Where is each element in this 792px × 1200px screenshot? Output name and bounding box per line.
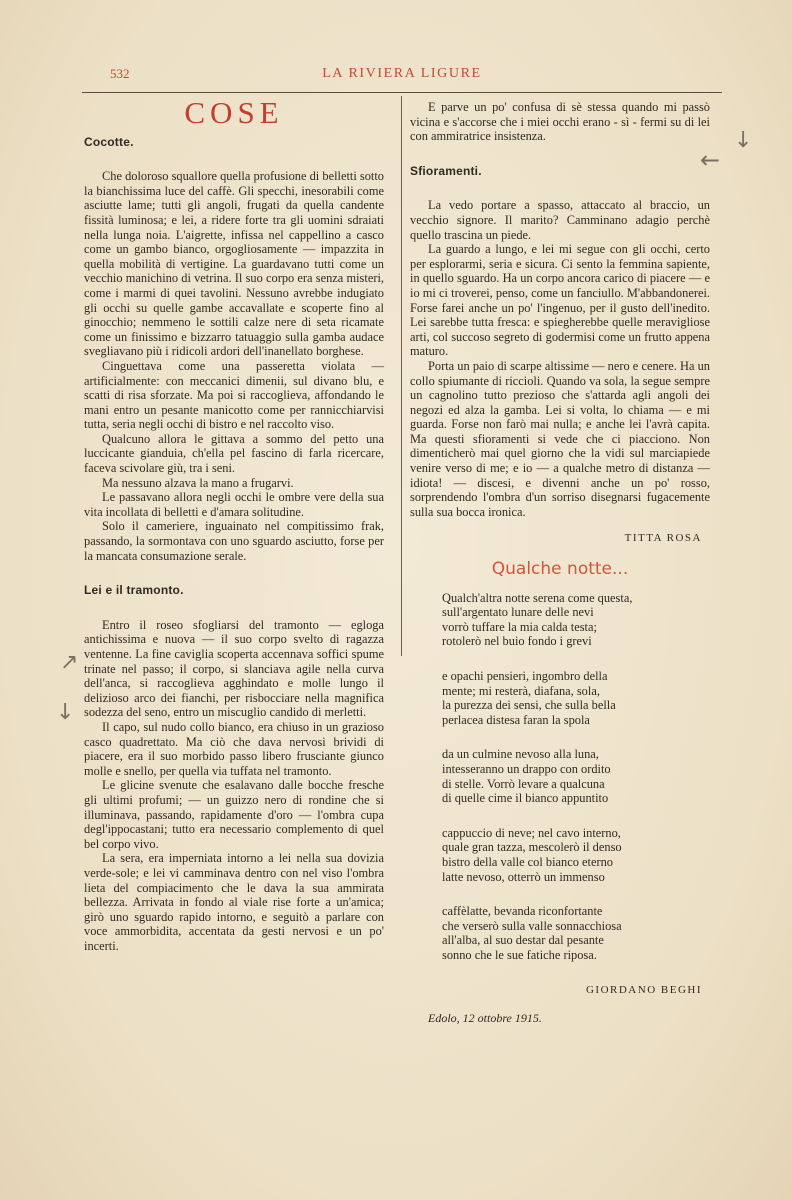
paragraph: Ma nessuno alzava la mano a frugarvi. [102, 475, 294, 490]
article-heading-cocotte: Cocotte. [84, 134, 134, 149]
paragraph: Cinguettava come una passeretta violata — artificialmente: con meccanici dimenii, sul divano blu, e scatti di risa sforzate. Ma poi si raccoglieva, affondando le mani entro un pesante manicotto come per rannicchiarvisi tutta, seria negli occhi di bistro e nel raccolto viso. [84, 358, 384, 432]
poem-line: intesseranno un drappo con ordito [442, 761, 611, 776]
header-rule [82, 92, 722, 93]
dateline: Edolo, 12 ottobre 1915. [428, 1011, 542, 1026]
paragraph: Le passavano allora negli occhi le ombre vere della sua vita incollata di belletti e d'amara solitudine. [84, 490, 384, 519]
article-heading-tramonto: Lei e il tramonto. [84, 583, 184, 598]
poem-line: sonno che le sue fatiche riposa. [442, 947, 597, 962]
poem-line: la purezza dei sensi, che sulla bella [442, 698, 616, 713]
poem-line: sull'argentato lunare delle nevi [442, 605, 594, 620]
poem-line: quale gran tazza, mescolerò il denso [442, 840, 622, 855]
down-tick-mark: ↓ [56, 700, 75, 725]
paragraph: Qualcuno allora le gittava a sommo del petto una luccicante gianduia, ch'ella pel fascino di farla ricercare, faceva scivolare giù, tra i seni. [84, 431, 384, 476]
poem-stanza [442, 826, 710, 884]
continuation-paragraph: E parve un po' confusa di sè stessa quando mi passò vicina e s'accorse che i miei occhi erano - sì - fermi su di lei con ammiratrice insistenza. [410, 100, 710, 144]
poem-line: di stelle. Vorrò levare a qualcuna [442, 776, 605, 791]
paragraph: Il capo, sul nudo collo bianco, era chiuso in un grazioso casco quadrettato. Ma ciò che dava nervosi brividi di piacere, era il suo morbido passo libero frusciante giunco molle e snello, per quella via tuffata nel tramonto. [84, 719, 384, 778]
poem-line: rotolerò nel buio fondo i grevi [442, 634, 592, 649]
page-number: 532 [110, 66, 130, 81]
paragraph: La vedo portare a spasso, attaccato al braccio, un vecchio signore. Il marito? Camminano adagio perchè quello trascina un piede. [410, 198, 710, 242]
poem-line: perlacea distesa faran la spola [442, 712, 590, 727]
right-column [410, 100, 710, 1026]
poem-line: cappuccio di neve; nel cavo interno, [442, 825, 621, 840]
poem-line: latte nevoso, otterrò un immenso [442, 869, 605, 884]
paragraph: La sera, era imperniata intorno a lei nella sua dovizia verde-sole; e lei vi camminava dentro con nel viso l'ombra lieta del compiacimento che le dava la sua ammirata bellezza. Arrivata in fondo al viale rise forte a un'amica; girò uno sguardo rapido intorno, e seguitò a parlare con voce ammorbidita, accentata da gesti nervosi e un po' incerti. [84, 851, 384, 953]
poem-line: da un culmine nevoso alla luna, [442, 747, 599, 762]
poem-line: vorrò tuffare la mia calda testa; [442, 619, 597, 634]
arrow-left-mark: ← [700, 146, 721, 174]
poem-line: all'alba, al suo destar dal pesante [442, 933, 604, 948]
poem-line: e opachi pensieri, ingombro della [442, 669, 608, 683]
poet-signature: GIORDANO BEGHI [585, 983, 702, 996]
poem-stanza [442, 904, 710, 962]
poem-line: Qualch'altra notte serena come questa, [442, 590, 633, 605]
column-divider [401, 96, 402, 656]
paragraph: Entro il roseo sfogliarsi del tramonto — egloga antichissima e nuova — il suo corpo svelto di ragazza ventenne. La fine caviglia scoperta accennava soffici spume trinate nel passo; il corpo, si slanciava agile nella curva dell'anca, si raccoglieva agghindato e molle lungo il delizioso arco dei fianchi, per risbocciare nella magnifica sodezza del seno, entro un miscuglio candido di merletti. [84, 617, 384, 720]
journal-title: LA RIVIERA LIGURE [322, 66, 482, 81]
paragraph: Porta un paio di scarpe altissime — nero e cenere. Ha un collo spiumante di riccioli. Quando va sola, la segue sempre un cagnolino tutto prezioso che s'attarda agli angoli dei negozi ed alza la gamba. Lei si volta, lo chiama — e mi guarda. Forse non farò mai nulla; e anche lei l'avrà capita. Ma questi sfioramenti si vede che ci piacciono. Non dimenticherò mai quel giorno che la vidi sul marciapiede venire verso di me; e io — a qualche metro di distanza — idiota! — discesi, e divenni anche un po' rosso, sorprendendo l'ombra d'un sorriso disegnarsi fugacemente sulla sua bocca ironica. [410, 358, 710, 519]
article-heading-sfioramenti: Sfioramenti. [410, 163, 482, 178]
poem-stanza [442, 669, 710, 727]
paragraph: Solo il cameriere, inguainato nel compitissimo frak, passando, la sormontava con uno sguardo asciutto, forse per la mancata consumazione serale. [84, 519, 384, 563]
paragraph: La guardo a lungo, e lei mi segue con gli occhi, certo per esplorarmi, seria e sicura. Ci sento la femmina sapiente, in quello sguardo. Ha un corpo ancora carico di piacere — e io mi ci troverei, penso, come un fanciullo. M'abbandonerei. Forse farei anche un po' l'ingenuo, per il gusto dell'inedito. Lei sarebbe tutta fresca: e spiegherebbe quelle meravigliose arti, col succoso segreto di godermisi come un frutto appena maturo. [410, 242, 710, 359]
author-signature: TITTA ROSA [624, 532, 702, 545]
running-header [82, 60, 722, 90]
left-column [84, 95, 384, 953]
arrow-right-mark: ↗ [60, 650, 79, 675]
poem-line: caffèlatte, bevanda riconfortante [442, 904, 603, 919]
section-title: COSE [184, 95, 284, 130]
poem-line: di quelle cime il bianco appuntito [442, 791, 609, 806]
paragraph: Le glicine svenute che esalavano dalle bocche fresche gli ultimi profumi; — un guizzo nero di rondine che si illuminava, passando, rapidamente d'oro — l'ombra cupa degl'ippocastani; tutto era necessario complemento di quel bel corpo vivo. [84, 778, 384, 851]
down-tick-mark: ↓ [734, 128, 753, 153]
poem-line: che verserò sulla valle sonnacchiosa [442, 918, 622, 933]
poem-stanza [442, 747, 710, 805]
poem-stanza [442, 591, 710, 649]
poem-title: Qualche notte... [491, 559, 629, 580]
paragraph: Che doloroso squallore quella profusione di belletti sotto la bianchissima luce del caffè. Gli specchi, inesorabili come asciutte lame; tutti gli angoli, frugati da quella candente fissità luminosa; e lei, a ridere forte tra gli uomini sdraiati nella lunga noia. L'aigrette, infissa nel cappellino a casco come un gambo bianco, orgogliosamente — impazzita in quella mobilità di vertigine. La guardavano tutti come un vecchio manichino di vetrina. Il suo corpo era senza misteri, come i marmi di quei tavolini. Nessuno avrebbe indugiato gli occhi su quelle gambe accavallate e scoperte fino al ginocchio; nemmeno le sottili calze nere di seta ricamate come un finissimo e bizzarro tatuaggio sulla gamba audace svegliavano più i ridicoli ardori dell'inanellato borghese. [84, 169, 384, 359]
poem-line: bistro della valle col bianco eterno [442, 854, 613, 869]
poem-line: mente; mi resterà, diafana, sola, [442, 683, 600, 698]
